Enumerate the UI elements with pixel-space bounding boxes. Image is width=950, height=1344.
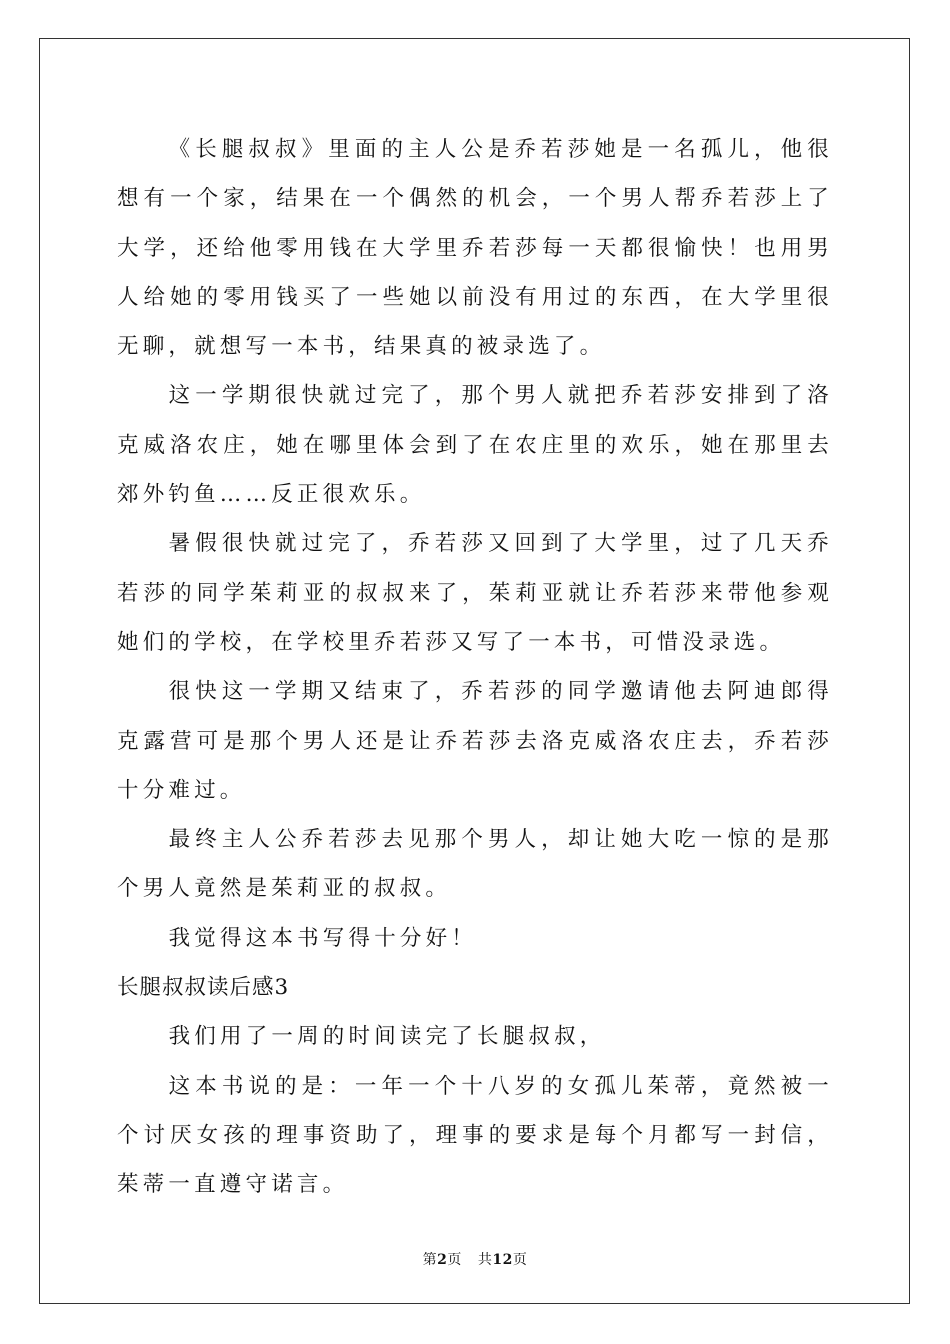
paragraph: 暑假很快就过完了，乔若莎又回到了大学里，过了几天乔若莎的同学茱莉亚的叔叔来了，茱莉亚就让乔若莎来带他参观她们的学校，在学校里乔若莎又写了一本书，可惜没录选。: [117, 531, 833, 655]
page-number: 2: [437, 1252, 448, 1268]
document-body: [117, 125, 833, 1210]
paragraph: 这本书说的是：一年一个十八岁的女孤儿茱蒂，竟然被一个讨厌女孩的理事资助了，理事的要求是每个月都写一封信，茱蒂一直遵守诺言。: [117, 1073, 833, 1198]
paragraph: 很快这一学期又结束了，乔若莎的同学邀请他去阿迪郎得克露营可是那个男人还是让乔若莎去洛克威洛农庄去，乔若莎十分难过。: [117, 679, 833, 803]
paragraph: 我觉得这本书写得十分好！: [168, 925, 477, 951]
total-pages: 12: [492, 1252, 513, 1268]
section-heading: 长腿叔叔读后感3: [117, 975, 290, 1001]
paragraph: 我们用了一周的时间读完了长腿叔叔，: [168, 1024, 606, 1050]
page-footer: [0, 1249, 950, 1269]
paragraph: 《长腿叔叔》里面的主人公是乔若莎她是一名孤儿，他很想有一个家，结果在一个偶然的机会，一个男人帮乔若莎上了大学，还给他零用钱在大学里乔若莎每一天都很愉快！也用男人给她的零用钱买了一些她以前没有用过的东西，在大学里很无聊，就想写一本书，结果真的被录选了。: [117, 137, 833, 360]
paragraph: 这一学期很快就过完了，那个男人就把乔若莎安排到了洛克威洛农庄，她在哪里体会到了在农庄里的欢乐，她在那里去郊外钓鱼……反正很欢乐。: [117, 383, 833, 508]
total-prefix: 共: [477, 1252, 493, 1268]
page-suffix: 页: [447, 1252, 462, 1268]
page-prefix: 第: [422, 1252, 438, 1268]
paragraph: 最终主人公乔若莎去见那个男人，却让她大吃一惊的是那个男人竟然是茱莉亚的叔叔。: [117, 827, 833, 902]
total-suffix: 页: [512, 1252, 528, 1268]
